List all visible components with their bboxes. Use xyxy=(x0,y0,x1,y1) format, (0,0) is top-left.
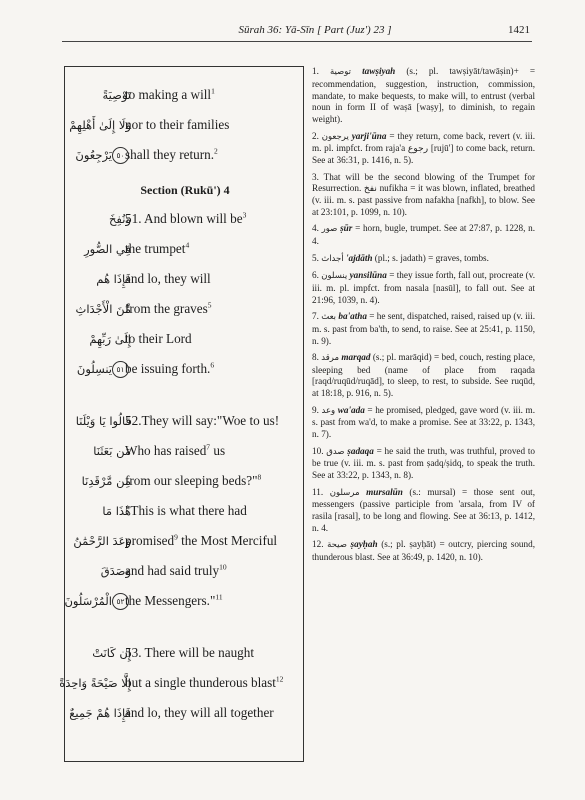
english-text: to their Lord xyxy=(125,331,192,346)
verse-line xyxy=(65,113,305,137)
ayah-marker: ٥٠ xyxy=(112,147,129,164)
arabic-text: فِي الصُّورِ xyxy=(84,242,131,256)
english-text: to making a will$^1$ xyxy=(125,86,215,102)
english-text: and lo, they will all together xyxy=(125,705,274,720)
verse-line xyxy=(65,207,305,231)
verse-line xyxy=(65,641,305,665)
verse-line xyxy=(65,499,305,523)
arabic-text: فَإِذَا هُمْ جَمِيعٌ xyxy=(69,706,131,720)
arabic-text: مِّنَ الْأَجْدَاثِ xyxy=(75,302,131,316)
verse-line xyxy=(65,143,305,167)
arabic-text: وَنُفِخَ xyxy=(109,212,131,226)
verse-line xyxy=(65,237,305,261)
english-text: the Messengers."$^{11}$ xyxy=(125,592,223,608)
verse-line xyxy=(65,701,305,725)
arabic-text: ٥٢الْمُرْسَلُونَ xyxy=(71,589,131,613)
footnote: 1. توصية tawṣiyah (s.; pl. tawṣiyāt/tawāṣin)+ = recommendation, suggestion, instruction, commission, mandate, to make bequests, to make will, to entrust (verbal noun in form II of waṣā [waṣy], to diminish, to regain weight). xyxy=(312,66,536,125)
ayah-marker: ٥٢ xyxy=(112,593,129,610)
footnote: 10. صدق ṣadaqa = he said the truth, was truthful, proved to be true (v. iii. m. s. past from ṣadq/ṣidq, to speak the truth. See at 33:22, p. 1343, n. 8). xyxy=(312,445,536,481)
verse-line xyxy=(65,267,305,291)
english-text: the trumpet$^4$ xyxy=(125,240,190,256)
footnote: 5. أجداث 'ajdāth (pl.; s. jadath) = graves, tombs. xyxy=(312,252,489,264)
arabic-text: ٥١يَنسِلُونَ xyxy=(71,357,131,381)
footnote: 4. صور ṣūr = horn, bugle, trumpet. See at 27:87, p. 1228, n. 4. xyxy=(312,223,536,247)
verse-line xyxy=(65,83,305,107)
verse-line xyxy=(65,297,305,321)
arabic-text: وَصَدَقَ xyxy=(100,564,131,578)
footnote: 8. مرقد marqad (s.; pl. marāqid) = bed, couch, resting place, sleeping bed (name of place from raqada [raqd/ruqūd/ruqād], to sleep, to rest, to subside. See ruqūd, at 18:18, p. 916, n. 5). xyxy=(312,351,536,399)
running-header: Sūrah 36: Yā-Sīn [ Part (Juz') 23 ] xyxy=(238,24,392,36)
footnote: 3. That will be the second blowing of the Trumpet for Resurrection. نفخ nufikha = it was blown, inflated, breathed (v. iii. m. s. past passive from nafakha [nafkh], to blow. See at 23:101, p. 1099, n. 10). xyxy=(312,171,536,217)
arabic-text: تَوْصِيَةً xyxy=(102,88,131,102)
english-text: but a single thunderous blast$^{12}$ xyxy=(125,674,284,690)
verse-line xyxy=(65,529,305,553)
header-rule xyxy=(62,41,532,42)
footnote: 7. بعث ba'atha = he sent, dispatched, raised, raised up (v. iii. m. s. past from ba'th, to send, to raise. See at 25:41, p. 1150, n. 9). xyxy=(312,310,536,346)
verse-line xyxy=(65,409,305,433)
arabic-text: إِلَّا صَيْحَةً وَاحِدَةً xyxy=(59,676,131,690)
ayah-marker: ٥١ xyxy=(112,361,129,378)
arabic-text: وَعَدَ الرَّحْمَٰنُ xyxy=(73,534,131,548)
english-text: "This is what there had xyxy=(125,503,247,518)
arabic-text: إِلَىٰ رَبِّهِمْ xyxy=(89,332,131,346)
english-text: Who has raised$^7$ us xyxy=(125,442,226,458)
english-text: 53. There will be naught xyxy=(125,645,255,660)
verse-line xyxy=(65,589,305,613)
footnotes-column xyxy=(312,66,535,569)
arabic-text: فَإِذَا هُم xyxy=(96,272,131,286)
english-text: from the graves$^5$ xyxy=(125,300,212,316)
arabic-text: وَلَا إِلَىٰ أَهْلِهِمْ xyxy=(69,118,131,132)
translation-box xyxy=(59,66,304,762)
footnote: 6. ينسلون yansilūna = they issue forth, fall out, procreate (v. iii. m. pl. impfct. from nasala [nasūl], to fall out. See at 21:96, 1039, n. 4). xyxy=(312,269,536,305)
verse-line xyxy=(65,469,305,493)
arabic-text: قَالُوا يَا وَيْلَنَا xyxy=(75,414,131,428)
arabic-text: إِن كَانَتْ xyxy=(92,646,131,660)
english-text: nor to their families xyxy=(125,117,230,132)
verse-line xyxy=(59,671,305,695)
english-text: and lo, they will xyxy=(125,271,211,286)
english-text: promised$^9$ the Most Merciful xyxy=(125,532,278,548)
english-text: 52.They will say:"Woe to us! xyxy=(125,413,280,428)
english-text: be issuing forth.$^6$ xyxy=(125,360,215,376)
footnote: 12. صيحة ṣayḥah (s.; pl. ṣayḥāt) = outcry, piercing sound, thunderous blast. See at 36:49, p. 1420, n. 10). xyxy=(312,539,535,563)
verse-line xyxy=(65,559,305,583)
section-heading: Section (Rukū') 4 xyxy=(140,183,230,197)
verse-line xyxy=(65,439,305,463)
arabic-text: مِن مَّرْقَدِنَا xyxy=(81,474,131,488)
page-number: 1421 xyxy=(508,24,530,36)
arabic-text: ٥٠يَرْجِعُونَ xyxy=(71,143,131,167)
footnote: 9. وعد wa'ada = he promised, pledged, gave word (v. iii. m. s. past from wa'd, to make a promise. See at 33:22, p. 1343, n. 7). xyxy=(312,404,535,440)
english-text: shall they return.$^2$ xyxy=(125,146,218,162)
english-text: 51. And blown will $be^3$ xyxy=(125,210,247,226)
english-text: from our sleeping beds?"$^8$ xyxy=(125,472,262,488)
arabic-text: مَن بَعَثَنَا xyxy=(93,444,131,458)
verse-line xyxy=(65,357,305,381)
footnote: 2. يرجعون yarji'ūna = they return, come back, revert (v. iii. m. pl. impfct. from raja'a رجوع [rujū'] to come back, return. See at 36:31, p. 1416, n. 5). xyxy=(312,130,536,166)
english-text: and had said truly$^{10}$ xyxy=(125,562,227,578)
verse-line xyxy=(65,327,305,351)
arabic-text: هَٰذَا مَا xyxy=(102,504,131,518)
footnote: 11. مرسلون mursalūn (s.: mursal) = those sent out, messengers (passive participle from 'arsala, from IV of rasila [rasal], to be long and flowing. See at 36:13, p. 1412, n. 4. xyxy=(312,486,536,534)
